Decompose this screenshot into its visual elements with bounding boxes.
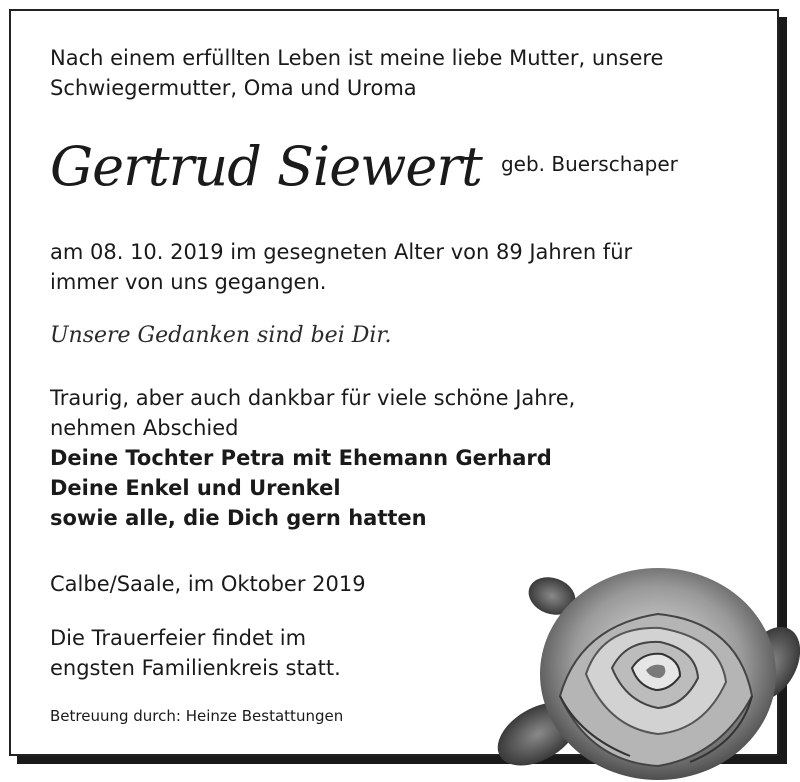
undertaker-credit: Betreuung durch: Heinze Bestattungen	[50, 707, 344, 725]
birth-name: geb. Buerschaper	[500, 152, 678, 176]
ceremony-line-2: engsten Familienkreis statt.	[50, 656, 341, 680]
mourner-name: Deine Tochter Petra mit Ehemann Gerhard	[50, 446, 552, 470]
place-date: Calbe/Saale, im Oktober 2019	[50, 572, 366, 596]
death-line-2: immer von uns gegangen.	[50, 270, 327, 294]
mourners-line-2: nehmen Abschied	[50, 416, 239, 440]
intro-text	[50, 43, 663, 103]
mourner-name: sowie alle, die Dich gern hatten	[50, 506, 427, 530]
intro-line-1: Nach einem erfüllten Leben ist meine liebe Mutter, unsere	[50, 46, 664, 70]
mourners-block	[50, 383, 575, 533]
death-notice	[50, 237, 632, 297]
mourners-line-1: Traurig, aber auch dankbar für viele schöne Jahre,	[50, 386, 576, 410]
motto: Unsere Gedanken sind bei Dir.	[50, 323, 392, 348]
rose-icon	[490, 556, 800, 782]
ceremony-info	[50, 623, 341, 683]
deceased-name: Gertrud Siewert	[50, 135, 482, 198]
mourner-name: Deine Enkel und Urenkel	[50, 476, 341, 500]
deceased-name-row	[50, 135, 678, 198]
ceremony-line-1: Die Trauerfeier findet im	[50, 626, 307, 650]
intro-line-2: Schwiegermutter, Oma und Uroma	[50, 76, 417, 100]
death-line-1: am 08. 10. 2019 im gesegneten Alter von 89 Jahren für	[50, 240, 633, 264]
